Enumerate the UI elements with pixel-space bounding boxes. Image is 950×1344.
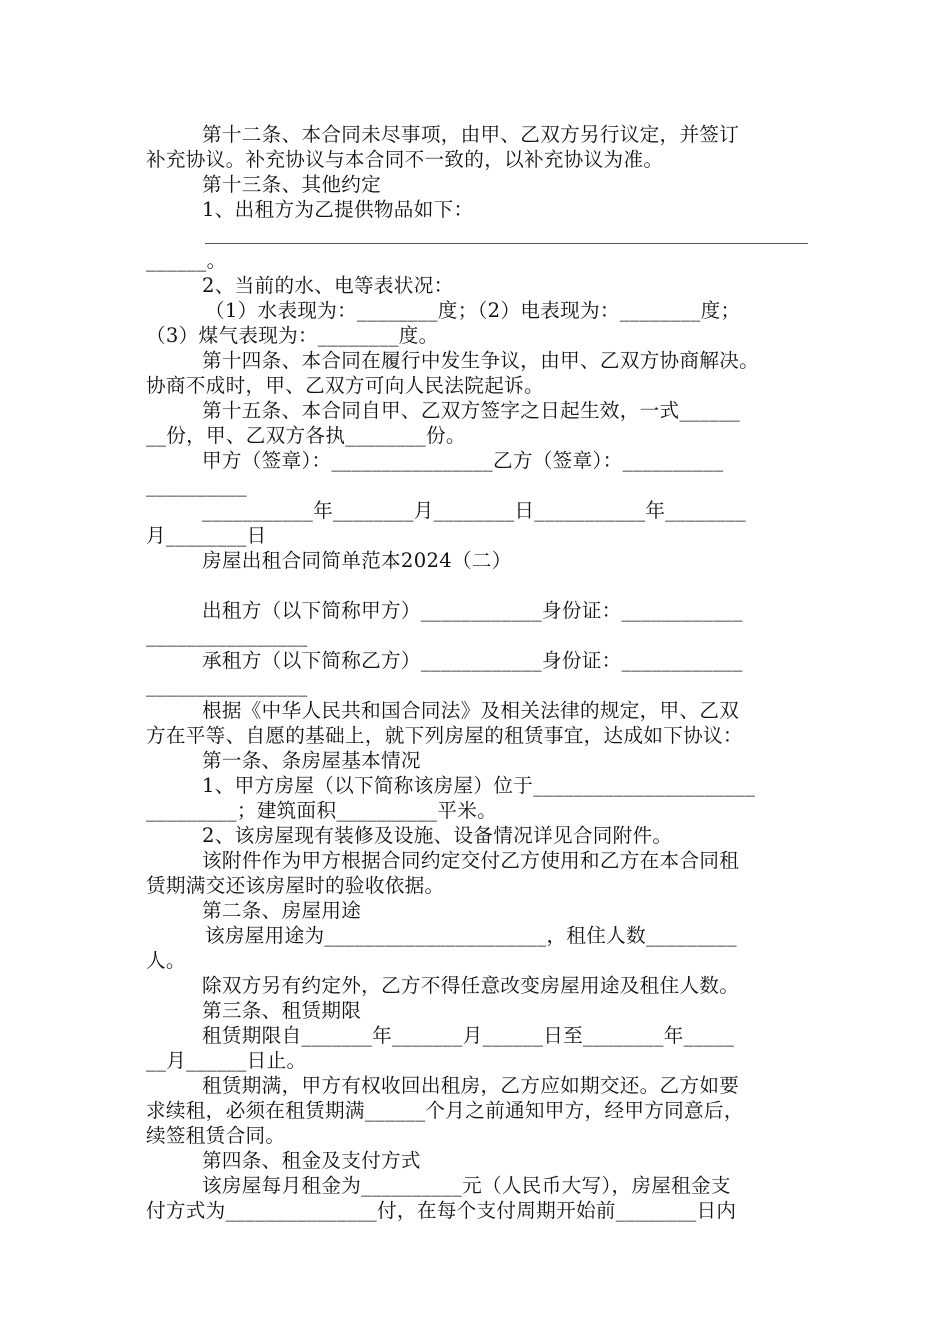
lessor-line-1: 出租方（以下简称甲方）____________身份证：____________: [202, 599, 743, 622]
clause-15-line-1: 第十五条、本合同自甲、乙双方签字之日起生效，一式______: [202, 399, 741, 422]
blank-underline: [205, 243, 808, 244]
clause-15-line-2: __份，甲、乙双方各执________份。: [146, 424, 466, 447]
preamble-line-2: 方在平等、自愿的基础上，就下列房屋的租赁事宜，达成如下协议：: [146, 724, 743, 747]
meter-readings-line-2: （3）煤气表现为：________度。: [146, 324, 439, 347]
renewal-line-1: 租赁期满，甲方有权收回出租房，乙方应如期交还。乙方如要: [202, 1074, 740, 1097]
clause-14-line-1: 第十四条、本合同在履行中发生争议，由甲、乙双方协商解决。: [202, 349, 760, 372]
clause-1-item-2: 2、该房屋现有装修及设施、设备情况详见合同附件。: [202, 824, 673, 847]
preamble-line-1: 根据《中华人民共和国合同法》及相关法律的规定，甲、乙双: [202, 699, 740, 722]
signature-line-2: __________: [146, 474, 247, 497]
clause-2-heading: 第二条、房屋用途: [202, 899, 362, 922]
clause-12-line-1: 第十二条、本合同未尽事项，由甲、乙双方另行议定，并签订: [202, 123, 740, 146]
clause-14-line-2: 协商不成时，甲、乙双方可向人民法院起诉。: [146, 374, 544, 397]
clause-3-heading: 第三条、租赁期限: [202, 999, 362, 1022]
date-line-1: ___________年________月________日___________年________: [202, 499, 747, 522]
clause-12-line-2: 补充协议。补充协议与本合同不一致的，以补充协议为准。: [146, 148, 664, 171]
clause-4-heading: 第四条、租金及支付方式: [202, 1149, 421, 1172]
signature-line-1: 甲方（签章）：________________乙方（签章）：__________: [202, 449, 724, 472]
renewal-line-2: 求续租，必须在租赁期满______个月之前通知甲方，经甲方同意后，: [146, 1099, 744, 1122]
clause-1-item-1-line-2: _________；建筑面积__________平米。: [146, 799, 497, 822]
lessee-line-1: 承租方（以下简称乙方）____________身份证：____________: [202, 649, 743, 672]
date-line-2: 月________日: [146, 524, 267, 547]
rent-line-2: 付方式为_______________付，在每个支付周期开始前________日内: [146, 1199, 737, 1222]
usage-line-2: 人。: [146, 949, 186, 972]
clause-13-item-1-end: ______。: [146, 249, 227, 272]
term-line-1: 租赁期限自_______年_______月______日至________年_____: [202, 1024, 735, 1047]
lessee-line-2: ________________: [146, 674, 308, 697]
clause-13-item-1: 1、出租方为乙提供物品如下：: [202, 198, 474, 221]
rent-line-1: 该房屋每月租金为__________元（人民币大写），房屋租金支: [202, 1174, 731, 1197]
lessor-line-2: ________________: [146, 624, 308, 647]
clause-1-item-1-line-1: 1、甲方房屋（以下简称该房屋）位于______________________: [202, 774, 756, 797]
clause-13-item-2: 2、当前的水、电等表状况：: [202, 274, 454, 297]
section-title: 房屋出租合同简单范本2024（二）: [202, 549, 512, 572]
term-line-2: __月______日止。: [146, 1049, 307, 1072]
clause-13-heading: 第十三条、其他约定: [202, 173, 382, 196]
appendix-line-2: 赁期满交还该房屋时的验收依据。: [146, 874, 445, 897]
usage-line-1: 该房屋用途为______________________，租住人数_________: [205, 924, 737, 947]
appendix-line-1: 该附件作为甲方根据合同约定交付乙方使用和乙方在本合同租: [202, 849, 740, 872]
clause-1-heading: 第一条、条房屋基本情况: [202, 749, 421, 772]
usage-restriction: 除双方另有约定外，乙方不得任意改变房屋用途及租住人数。: [202, 974, 740, 997]
renewal-line-3: 续签租赁合同。: [146, 1124, 286, 1147]
meter-readings-line-1: （1）水表现为：________度；（2）电表现为：________度；: [205, 299, 741, 322]
